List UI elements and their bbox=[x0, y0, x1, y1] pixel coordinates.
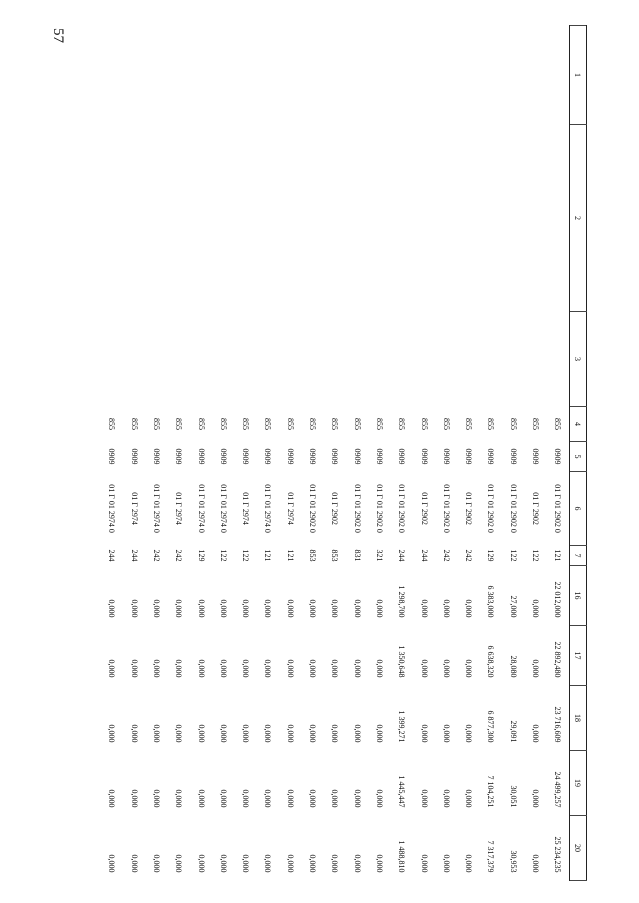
cell-col-7: 122 bbox=[241, 549, 251, 562]
col-header: 6 bbox=[570, 472, 587, 546]
cell-col-19: 7 104,251 bbox=[486, 775, 496, 808]
cell-col-17: 0,000 bbox=[374, 659, 384, 678]
cell-col-2 bbox=[391, 125, 413, 312]
cell-col-5: 0909 bbox=[218, 448, 228, 465]
cell-col-17: 0,000 bbox=[441, 659, 451, 678]
cell-col-17: 0,000 bbox=[107, 659, 117, 678]
cell-col-18: 29,091 bbox=[508, 720, 518, 743]
cell-col-4: 855 bbox=[196, 418, 206, 430]
cell-col-7: 853 bbox=[308, 549, 318, 562]
cell-col-20: 1 488,810 bbox=[397, 840, 407, 873]
cell-col-6: 01 Г 01 2902 0 bbox=[374, 484, 384, 533]
cell-col-4: 855 bbox=[152, 418, 162, 430]
col-header: 18 bbox=[570, 686, 587, 751]
cell-col-6: 01 Г 01 2902 0 bbox=[553, 484, 563, 533]
table-row bbox=[101, 26, 123, 881]
cell-col-19: 0,000 bbox=[374, 789, 384, 808]
cell-col-7: 121 bbox=[263, 549, 273, 562]
cell-col-19: 0,000 bbox=[107, 789, 117, 808]
cell-col-19: 0,000 bbox=[263, 789, 273, 808]
cell-col-1 bbox=[168, 26, 190, 125]
cell-col-5: 0909 bbox=[152, 448, 162, 465]
cell-col-6: 01 Г 2902 bbox=[464, 492, 474, 525]
col-header: 4 bbox=[570, 407, 587, 442]
cell-col-3 bbox=[480, 312, 502, 407]
cell-col-16: 27,000 bbox=[508, 595, 518, 618]
cell-col-20: 0,000 bbox=[129, 854, 139, 873]
cell-col-2 bbox=[145, 125, 167, 312]
cell-col-2 bbox=[435, 125, 457, 312]
cell-col-17: 0,000 bbox=[352, 659, 362, 678]
cell-col-6: 01 Г 01 2902 0 bbox=[308, 484, 318, 533]
cell-col-1 bbox=[101, 26, 123, 125]
cell-col-6: 01 Г 2974 bbox=[285, 492, 295, 525]
cell-col-16: 0,000 bbox=[129, 599, 139, 618]
cell-col-18: 0,000 bbox=[464, 724, 474, 743]
cell-col-20: 25 234,235 bbox=[553, 836, 563, 873]
cell-col-19: 0,000 bbox=[308, 789, 318, 808]
table-row bbox=[279, 26, 301, 881]
cell-col-4: 855 bbox=[129, 418, 139, 430]
cell-col-16: 0,000 bbox=[152, 599, 162, 618]
rotated-table-wrapper bbox=[107, 25, 587, 880]
cell-col-19: 0,000 bbox=[531, 789, 541, 808]
cell-col-5: 0909 bbox=[397, 448, 407, 465]
cell-col-17: 22 892,480 bbox=[553, 641, 563, 678]
col-header: 19 bbox=[570, 751, 587, 816]
cell-col-4: 855 bbox=[486, 418, 496, 430]
cell-col-6: 01 Г 01 2974 0 bbox=[196, 484, 206, 533]
cell-col-1 bbox=[257, 26, 279, 125]
cell-col-17: 0,000 bbox=[330, 659, 340, 678]
cell-col-20: 0,000 bbox=[152, 854, 162, 873]
cell-col-1 bbox=[279, 26, 301, 125]
cell-col-3 bbox=[524, 312, 546, 407]
cell-col-20: 0,000 bbox=[196, 854, 206, 873]
cell-col-5: 0909 bbox=[553, 448, 563, 465]
cell-col-3 bbox=[168, 312, 190, 407]
cell-col-4: 855 bbox=[285, 418, 295, 430]
col-header: 16 bbox=[570, 566, 587, 626]
cell-col-5: 0909 bbox=[374, 448, 384, 465]
cell-col-6: 01 Г 01 2902 0 bbox=[486, 484, 496, 533]
cell-col-18: 0,000 bbox=[152, 724, 162, 743]
cell-col-2 bbox=[123, 125, 145, 312]
cell-col-3 bbox=[547, 312, 570, 407]
cell-col-6: 01 Г 01 2974 0 bbox=[107, 484, 117, 533]
cell-col-6: 01 Г 01 2974 0 bbox=[152, 484, 162, 533]
cell-col-2 bbox=[480, 125, 502, 312]
cell-col-7: 129 bbox=[196, 549, 206, 562]
cell-col-3 bbox=[301, 312, 323, 407]
cell-col-17: 0,000 bbox=[196, 659, 206, 678]
cell-col-1 bbox=[324, 26, 346, 125]
cell-col-1 bbox=[502, 26, 524, 125]
table-row bbox=[168, 26, 190, 881]
cell-col-2 bbox=[458, 125, 480, 312]
budget-table bbox=[101, 25, 587, 881]
col-header: 7 bbox=[570, 546, 587, 566]
cell-col-5: 0909 bbox=[107, 448, 117, 465]
cell-col-5: 0909 bbox=[129, 448, 139, 465]
cell-col-19: 0,000 bbox=[441, 789, 451, 808]
cell-col-19: 0,000 bbox=[129, 789, 139, 808]
cell-col-5: 0909 bbox=[308, 448, 318, 465]
cell-col-7: 242 bbox=[174, 549, 184, 562]
cell-col-16: 0,000 bbox=[107, 599, 117, 618]
cell-col-20: 0,000 bbox=[285, 854, 295, 873]
cell-col-4: 855 bbox=[218, 418, 228, 430]
cell-col-5: 0909 bbox=[285, 448, 295, 465]
cell-col-1 bbox=[413, 26, 435, 125]
col-header: 17 bbox=[570, 626, 587, 686]
table-row bbox=[324, 26, 346, 881]
cell-col-17: 0,000 bbox=[285, 659, 295, 678]
cell-col-16: 0,000 bbox=[285, 599, 295, 618]
cell-col-5: 0909 bbox=[464, 448, 474, 465]
cell-col-6: 01 Г 01 2902 0 bbox=[508, 484, 518, 533]
cell-col-2 bbox=[524, 125, 546, 312]
cell-col-2 bbox=[235, 125, 257, 312]
cell-col-6: 01 Г 01 2974 0 bbox=[263, 484, 273, 533]
cell-col-4: 855 bbox=[352, 418, 362, 430]
cell-col-17: 0,000 bbox=[308, 659, 318, 678]
cell-col-17: 0,000 bbox=[129, 659, 139, 678]
cell-col-1 bbox=[458, 26, 480, 125]
cell-col-3 bbox=[413, 312, 435, 407]
cell-col-6: 01 Г 2974 bbox=[129, 492, 139, 525]
cell-col-2 bbox=[346, 125, 368, 312]
table-row bbox=[212, 26, 234, 881]
cell-col-5: 0909 bbox=[330, 448, 340, 465]
col-header: 1 bbox=[570, 26, 587, 125]
cell-col-1 bbox=[435, 26, 457, 125]
table-row bbox=[368, 26, 390, 881]
cell-col-20: 30,953 bbox=[508, 850, 518, 873]
cell-col-16: 0,000 bbox=[263, 599, 273, 618]
cell-col-20: 0,000 bbox=[308, 854, 318, 873]
cell-col-7: 121 bbox=[553, 549, 563, 562]
header-row bbox=[570, 26, 587, 881]
cell-col-1 bbox=[212, 26, 234, 125]
cell-col-17: 28,080 bbox=[508, 655, 518, 678]
cell-col-16: 0,000 bbox=[464, 599, 474, 618]
cell-col-3 bbox=[502, 312, 524, 407]
cell-col-20: 0,000 bbox=[218, 854, 228, 873]
table-row bbox=[524, 26, 546, 881]
cell-col-17: 0,000 bbox=[152, 659, 162, 678]
cell-col-3 bbox=[458, 312, 480, 407]
cell-col-6: 01 Г 01 2974 0 bbox=[218, 484, 228, 533]
table-row bbox=[257, 26, 279, 881]
cell-col-6: 01 Г 2902 bbox=[531, 492, 541, 525]
cell-col-5: 0909 bbox=[531, 448, 541, 465]
cell-col-18: 0,000 bbox=[374, 724, 384, 743]
cell-col-5: 0909 bbox=[196, 448, 206, 465]
cell-col-20: 0,000 bbox=[330, 854, 340, 873]
cell-col-16: 6 383,000 bbox=[486, 585, 496, 618]
cell-col-2 bbox=[190, 125, 212, 312]
cell-col-20: 0,000 bbox=[531, 854, 541, 873]
cell-col-7: 242 bbox=[464, 549, 474, 562]
cell-col-2 bbox=[413, 125, 435, 312]
cell-col-5: 0909 bbox=[241, 448, 251, 465]
cell-col-3 bbox=[391, 312, 413, 407]
cell-col-4: 855 bbox=[174, 418, 184, 430]
cell-col-20: 7 317,379 bbox=[486, 840, 496, 873]
cell-col-3 bbox=[435, 312, 457, 407]
cell-col-18: 1 399,271 bbox=[397, 710, 407, 743]
cell-col-19: 0,000 bbox=[419, 789, 429, 808]
cell-col-7: 831 bbox=[352, 549, 362, 562]
cell-col-16: 0,000 bbox=[374, 599, 384, 618]
cell-col-20: 0,000 bbox=[107, 854, 117, 873]
col-header: 20 bbox=[570, 816, 587, 881]
cell-col-7: 853 bbox=[330, 549, 340, 562]
cell-col-18: 0,000 bbox=[218, 724, 228, 743]
cell-col-17: 0,000 bbox=[464, 659, 474, 678]
cell-col-3 bbox=[123, 312, 145, 407]
table-row bbox=[458, 26, 480, 881]
cell-col-5: 0909 bbox=[486, 448, 496, 465]
cell-col-18: 0,000 bbox=[129, 724, 139, 743]
cell-col-16: 0,000 bbox=[174, 599, 184, 618]
cell-col-7: 321 bbox=[374, 549, 384, 562]
cell-col-4: 855 bbox=[107, 418, 117, 430]
cell-col-18: 0,000 bbox=[352, 724, 362, 743]
table-row bbox=[346, 26, 368, 881]
cell-col-17: 0,000 bbox=[419, 659, 429, 678]
cell-col-2 bbox=[502, 125, 524, 312]
cell-col-17: 0,000 bbox=[174, 659, 184, 678]
cell-col-5: 0909 bbox=[174, 448, 184, 465]
cell-col-16: 0,000 bbox=[218, 599, 228, 618]
cell-col-19: 0,000 bbox=[330, 789, 340, 808]
cell-col-4: 855 bbox=[330, 418, 340, 430]
cell-col-7: 121 bbox=[285, 549, 295, 562]
cell-col-4: 855 bbox=[263, 418, 273, 430]
col-header: 2 bbox=[570, 125, 587, 312]
col-header: 5 bbox=[570, 442, 587, 472]
cell-col-16: 0,000 bbox=[308, 599, 318, 618]
cell-col-6: 01 Г 01 2902 0 bbox=[397, 484, 407, 533]
cell-col-2 bbox=[547, 125, 570, 312]
cell-col-1 bbox=[346, 26, 368, 125]
cell-col-18: 0,000 bbox=[241, 724, 251, 743]
cell-col-3 bbox=[257, 312, 279, 407]
cell-col-16: 0,000 bbox=[352, 599, 362, 618]
cell-col-3 bbox=[346, 312, 368, 407]
cell-col-7: 242 bbox=[441, 549, 451, 562]
cell-col-6: 01 Г 2902 bbox=[330, 492, 340, 525]
cell-col-18: 0,000 bbox=[308, 724, 318, 743]
cell-col-3 bbox=[279, 312, 301, 407]
cell-col-17: 0,000 bbox=[218, 659, 228, 678]
cell-col-16: 0,000 bbox=[419, 599, 429, 618]
cell-col-17: 1 350,648 bbox=[397, 645, 407, 678]
cell-col-7: 122 bbox=[218, 549, 228, 562]
cell-col-1 bbox=[235, 26, 257, 125]
cell-col-20: 0,000 bbox=[464, 854, 474, 873]
table-row bbox=[391, 26, 413, 881]
cell-col-7: 244 bbox=[129, 549, 139, 562]
cell-col-2 bbox=[101, 125, 123, 312]
cell-col-18: 0,000 bbox=[174, 724, 184, 743]
table-row bbox=[235, 26, 257, 881]
cell-col-16: 0,000 bbox=[241, 599, 251, 618]
cell-col-1 bbox=[190, 26, 212, 125]
cell-col-16: 22 012,000 bbox=[553, 581, 563, 618]
cell-col-5: 0909 bbox=[263, 448, 273, 465]
cell-col-18: 0,000 bbox=[196, 724, 206, 743]
cell-col-18: 0,000 bbox=[263, 724, 273, 743]
cell-col-3 bbox=[212, 312, 234, 407]
cell-col-16: 0,000 bbox=[441, 599, 451, 618]
cell-col-4: 855 bbox=[419, 418, 429, 430]
cell-col-7: 242 bbox=[152, 549, 162, 562]
cell-col-3 bbox=[235, 312, 257, 407]
cell-col-19: 0,000 bbox=[174, 789, 184, 808]
cell-col-16: 0,000 bbox=[531, 599, 541, 618]
cell-col-17: 0,000 bbox=[263, 659, 273, 678]
cell-col-6: 01 Г 01 2902 0 bbox=[352, 484, 362, 533]
cell-col-5: 0909 bbox=[419, 448, 429, 465]
cell-col-6: 01 Г 2974 bbox=[241, 492, 251, 525]
cell-col-20: 0,000 bbox=[419, 854, 429, 873]
cell-col-1 bbox=[480, 26, 502, 125]
cell-col-19: 0,000 bbox=[152, 789, 162, 808]
cell-col-7: 122 bbox=[508, 549, 518, 562]
cell-col-3 bbox=[324, 312, 346, 407]
table-row bbox=[480, 26, 502, 881]
cell-col-5: 0909 bbox=[352, 448, 362, 465]
cell-col-16: 1 298,700 bbox=[397, 585, 407, 618]
cell-col-18: 6 877,300 bbox=[486, 710, 496, 743]
cell-col-18: 0,000 bbox=[285, 724, 295, 743]
cell-col-7: 129 bbox=[486, 549, 496, 562]
cell-col-17: 0,000 bbox=[241, 659, 251, 678]
cell-col-4: 855 bbox=[241, 418, 251, 430]
cell-col-1 bbox=[145, 26, 167, 125]
table-row bbox=[190, 26, 212, 881]
cell-col-3 bbox=[101, 312, 123, 407]
col-header: 3 bbox=[570, 312, 587, 407]
cell-col-4: 855 bbox=[308, 418, 318, 430]
table-row bbox=[435, 26, 457, 881]
table-row bbox=[413, 26, 435, 881]
cell-col-6: 01 Г 2902 bbox=[419, 492, 429, 525]
cell-col-6: 01 Г 01 2902 0 bbox=[441, 484, 451, 533]
cell-col-19: 0,000 bbox=[464, 789, 474, 808]
cell-col-4: 855 bbox=[508, 418, 518, 430]
cell-col-2 bbox=[279, 125, 301, 312]
table-body bbox=[101, 26, 570, 881]
cell-col-2 bbox=[368, 125, 390, 312]
cell-col-4: 855 bbox=[553, 418, 563, 430]
cell-col-2 bbox=[324, 125, 346, 312]
cell-col-19: 0,000 bbox=[352, 789, 362, 808]
cell-col-18: 23 716,609 bbox=[553, 706, 563, 743]
cell-col-7: 122 bbox=[531, 549, 541, 562]
cell-col-16: 0,000 bbox=[196, 599, 206, 618]
cell-col-20: 0,000 bbox=[374, 854, 384, 873]
cell-col-1 bbox=[368, 26, 390, 125]
table-row bbox=[145, 26, 167, 881]
cell-col-20: 0,000 bbox=[263, 854, 273, 873]
cell-col-4: 855 bbox=[374, 418, 384, 430]
cell-col-19: 24 499,257 bbox=[553, 771, 563, 808]
cell-col-1 bbox=[301, 26, 323, 125]
cell-col-20: 0,000 bbox=[352, 854, 362, 873]
cell-col-19: 0,000 bbox=[285, 789, 295, 808]
table-row bbox=[123, 26, 145, 881]
cell-col-19: 0,000 bbox=[218, 789, 228, 808]
table-row bbox=[301, 26, 323, 881]
cell-col-2 bbox=[212, 125, 234, 312]
cell-col-2 bbox=[301, 125, 323, 312]
cell-col-4: 855 bbox=[397, 418, 407, 430]
cell-col-2 bbox=[168, 125, 190, 312]
budget-table-frame bbox=[107, 25, 587, 880]
cell-col-18: 0,000 bbox=[441, 724, 451, 743]
cell-col-5: 0909 bbox=[441, 448, 451, 465]
cell-col-20: 0,000 bbox=[241, 854, 251, 873]
table-row bbox=[502, 26, 524, 881]
cell-col-19: 30,051 bbox=[508, 785, 518, 808]
cell-col-19: 0,000 bbox=[241, 789, 251, 808]
cell-col-1 bbox=[123, 26, 145, 125]
cell-col-1 bbox=[524, 26, 546, 125]
cell-col-4: 855 bbox=[441, 418, 451, 430]
cell-col-18: 0,000 bbox=[419, 724, 429, 743]
cell-col-16: 0,000 bbox=[330, 599, 340, 618]
cell-col-4: 855 bbox=[464, 418, 474, 430]
cell-col-5: 0909 bbox=[508, 448, 518, 465]
cell-col-3 bbox=[368, 312, 390, 407]
cell-col-18: 0,000 bbox=[330, 724, 340, 743]
cell-col-6: 01 Г 2974 bbox=[174, 492, 184, 525]
cell-col-3 bbox=[190, 312, 212, 407]
cell-col-18: 0,000 bbox=[531, 724, 541, 743]
page-number: 57 bbox=[50, 28, 66, 43]
cell-col-17: 0,000 bbox=[531, 659, 541, 678]
cell-col-20: 0,000 bbox=[174, 854, 184, 873]
cell-col-18: 0,000 bbox=[107, 724, 117, 743]
cell-col-7: 244 bbox=[107, 549, 117, 562]
cell-col-2 bbox=[257, 125, 279, 312]
cell-col-7: 244 bbox=[419, 549, 429, 562]
cell-col-19: 1 445,447 bbox=[397, 775, 407, 808]
cell-col-1 bbox=[391, 26, 413, 125]
cell-col-4: 855 bbox=[531, 418, 541, 430]
cell-col-1 bbox=[547, 26, 570, 125]
table-row bbox=[547, 26, 570, 881]
cell-col-7: 244 bbox=[397, 549, 407, 562]
cell-col-20: 0,000 bbox=[441, 854, 451, 873]
cell-col-19: 0,000 bbox=[196, 789, 206, 808]
cell-col-17: 6 638,320 bbox=[486, 645, 496, 678]
cell-col-3 bbox=[145, 312, 167, 407]
